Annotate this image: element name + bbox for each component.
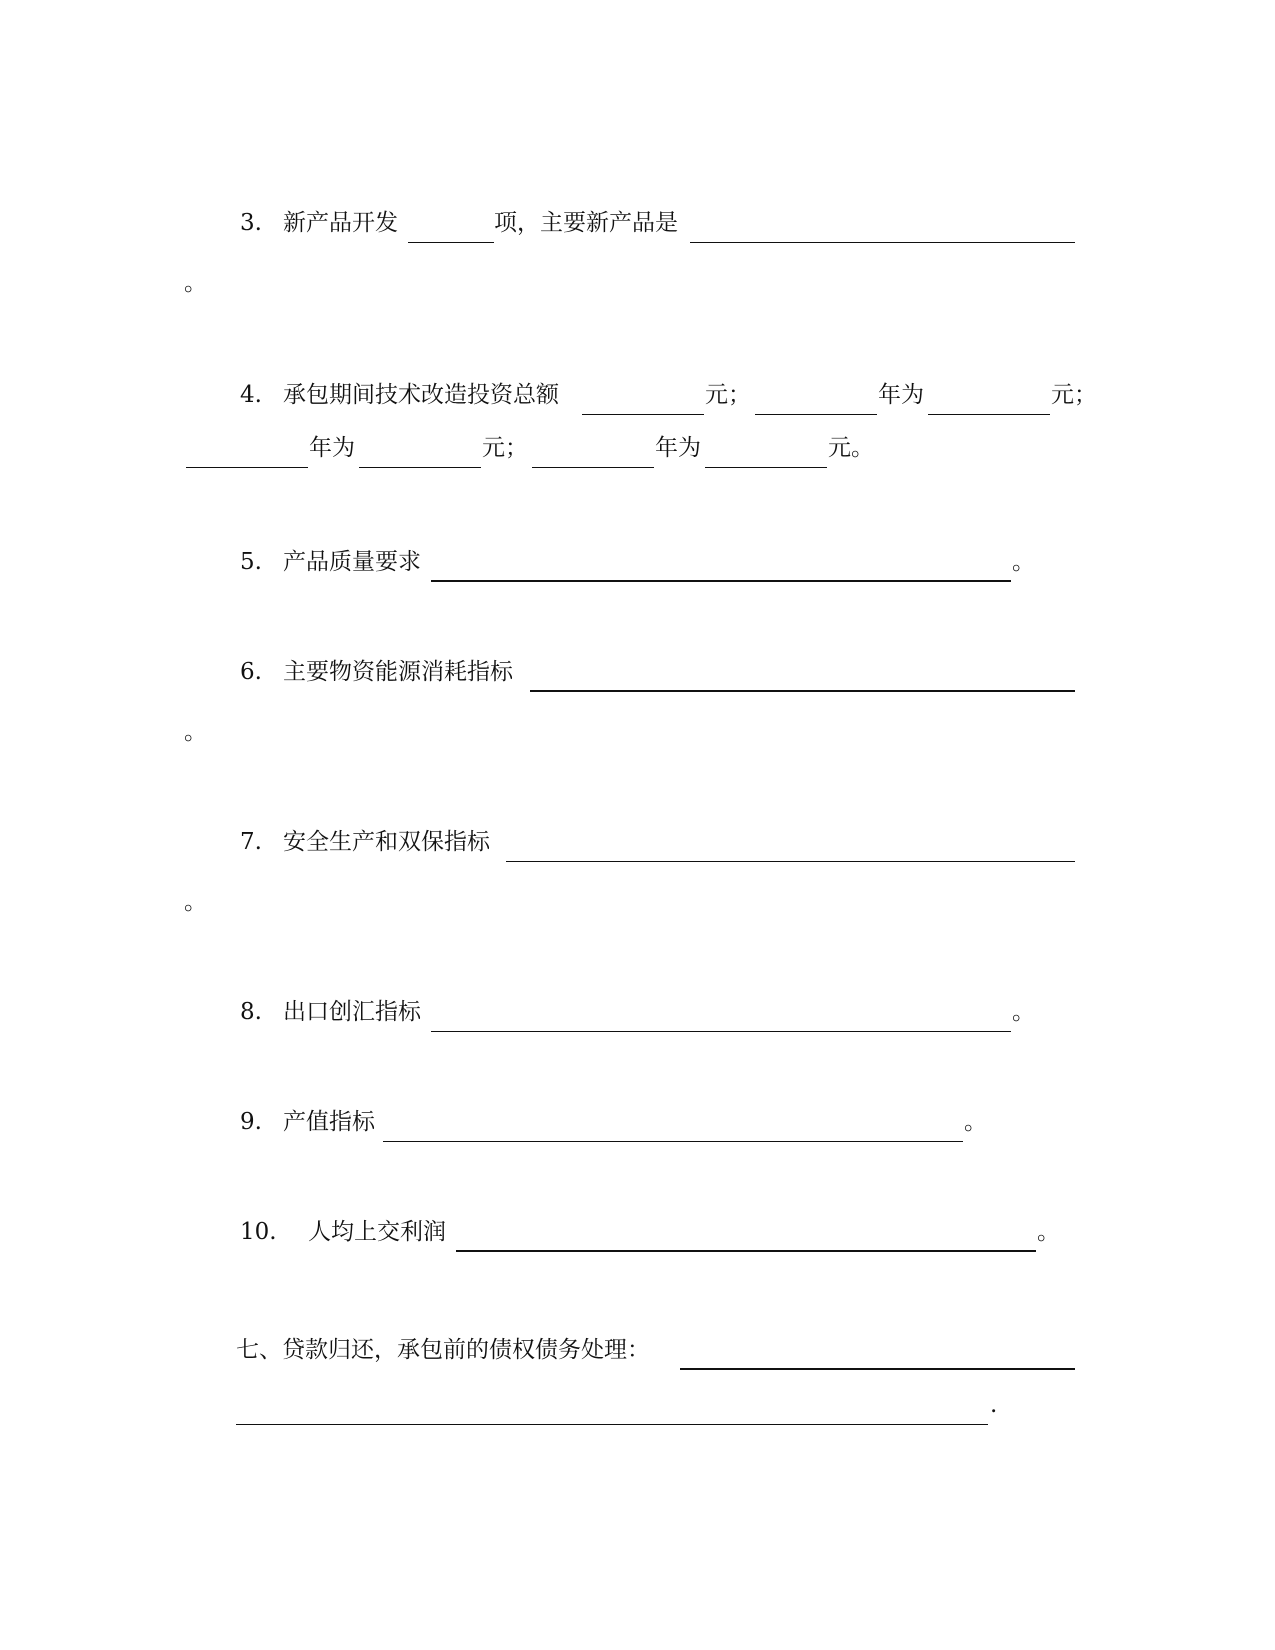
blank-amount-1[interactable] — [928, 375, 1050, 415]
unit-yuan: 元； — [482, 435, 528, 461]
item-number: 8. — [240, 999, 262, 1025]
item-text: 承包期间技术改造投资总额 — [283, 382, 559, 408]
year-label: 年为 — [309, 435, 355, 461]
full-stop: 。 — [184, 270, 207, 296]
full-stop: 。 — [184, 889, 207, 915]
blank-amount-2[interactable] — [359, 428, 481, 468]
blank-output-value[interactable] — [383, 1102, 963, 1142]
item-number: 6. — [240, 659, 262, 685]
item-number: 9. — [240, 1109, 262, 1135]
item-text: 主要物资能源消耗指标 — [283, 659, 513, 685]
item-text: 人均上交利润 — [308, 1219, 446, 1245]
item-6-end — [0, 712, 1275, 752]
item-3 — [0, 203, 1275, 243]
item-text: 安全生产和双保指标 — [283, 829, 490, 855]
blank-year-3[interactable] — [532, 428, 654, 468]
year-label: 年为 — [878, 382, 924, 408]
full-stop: 。 — [1012, 999, 1035, 1025]
item-4 — [0, 375, 1275, 415]
item-10 — [0, 1212, 1275, 1252]
unit-yuan-end: 元。 — [828, 435, 874, 461]
item-8 — [0, 992, 1275, 1032]
blank-year-1[interactable] — [755, 375, 877, 415]
unit-yuan: 元； — [1051, 382, 1097, 408]
blank-profit-per-capita[interactable] — [456, 1212, 1036, 1252]
blank-debt-handling-continued[interactable] — [236, 1385, 988, 1425]
item-number: 4. — [240, 382, 262, 408]
item-number: 7. — [240, 829, 262, 855]
full-stop: 。 — [964, 1109, 987, 1135]
blank-safety[interactable] — [506, 822, 1075, 862]
item-text: 新产品开发 — [283, 210, 398, 236]
item-5 — [0, 542, 1275, 582]
item-6 — [0, 652, 1275, 692]
item-9 — [0, 1102, 1275, 1142]
item-4-continued — [0, 428, 1275, 468]
item-number: 5. — [240, 549, 262, 575]
blank-consumption[interactable] — [530, 652, 1075, 692]
blank-new-products[interactable] — [690, 203, 1075, 243]
blank-total-investment[interactable] — [582, 375, 704, 415]
blank-amount-3[interactable] — [705, 428, 827, 468]
blank-count[interactable] — [408, 203, 494, 243]
section-7-continued — [0, 1385, 1275, 1425]
item-3-end — [0, 263, 1275, 303]
blank-export[interactable] — [431, 992, 1011, 1032]
full-stop: 。 — [184, 719, 207, 745]
item-text-continued: 项，主要新产品是 — [494, 210, 678, 236]
item-7 — [0, 822, 1275, 862]
full-stop: 。 — [1037, 1219, 1060, 1245]
section-7 — [0, 1330, 1275, 1370]
full-stop: 。 — [1012, 549, 1035, 575]
section-heading: 七、贷款归还，承包前的债权债务处理： — [236, 1337, 650, 1363]
blank-quality[interactable] — [431, 542, 1011, 582]
item-number: 10. — [240, 1219, 277, 1245]
item-number: 3. — [240, 210, 262, 236]
item-7-end — [0, 882, 1275, 922]
unit-yuan: 元； — [705, 382, 751, 408]
item-text: 产值指标 — [283, 1109, 375, 1135]
year-label: 年为 — [655, 435, 701, 461]
period: . — [990, 1392, 998, 1418]
blank-year-2[interactable] — [186, 428, 308, 468]
item-text: 产品质量要求 — [283, 549, 421, 575]
blank-debt-handling[interactable] — [680, 1330, 1075, 1370]
item-text: 出口创汇指标 — [283, 999, 421, 1025]
